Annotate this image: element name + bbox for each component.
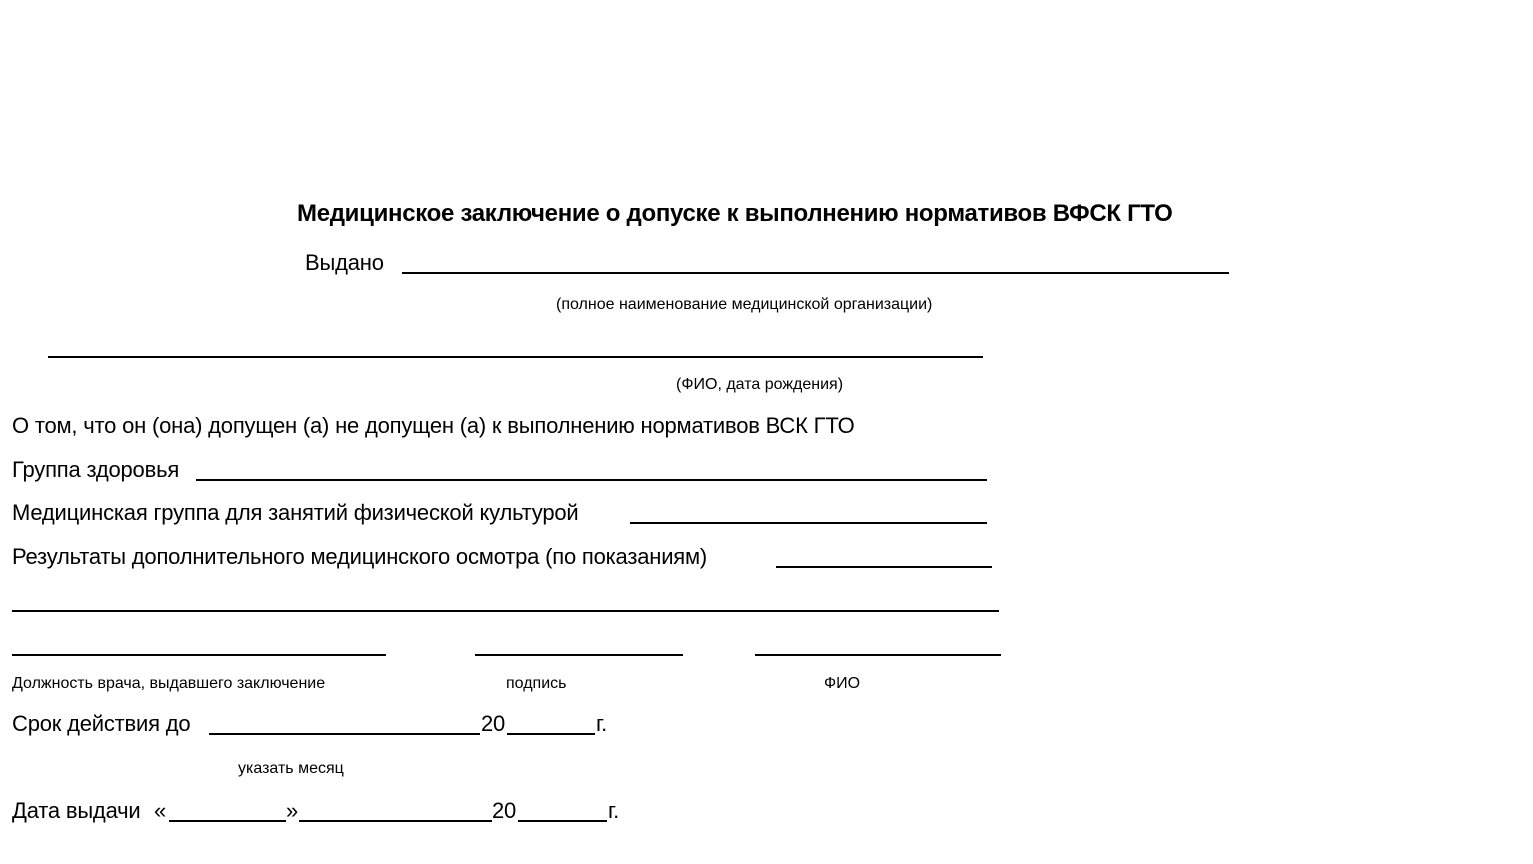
issue-year-prefix: 20	[492, 798, 517, 823]
issue-year-line[interactable]	[518, 820, 607, 822]
issue-date-label: Дата выдачи	[12, 798, 141, 823]
person-line[interactable]	[48, 356, 983, 358]
valid-year-suffix: г.	[596, 711, 608, 736]
valid-month-line[interactable]	[209, 733, 480, 735]
admission-text: О том, что он (она) допущен (а) не допущен (а) к выполнению нормативов ВСК ГТО	[12, 413, 855, 438]
org-hint: (полное наименование медицинской организации)	[556, 296, 933, 313]
quote-open: «	[154, 798, 167, 823]
issued-label: Выдано	[305, 250, 384, 275]
medical-group-label: Медицинская группа для занятий физической культурой	[12, 500, 579, 525]
valid-year-line[interactable]	[507, 733, 595, 735]
signature-label: подпись	[506, 675, 567, 692]
additional-exam-line[interactable]	[776, 566, 992, 568]
doctor-name-line[interactable]	[755, 654, 1001, 656]
month-hint: указать месяц	[238, 760, 344, 777]
medical-group-line[interactable]	[630, 522, 987, 524]
health-group-label: Группа здоровья	[12, 457, 180, 482]
doctor-position-line[interactable]	[12, 654, 386, 656]
signature-line[interactable]	[475, 654, 683, 656]
issue-month-line[interactable]	[299, 820, 492, 822]
doctor-position-label: Должность врача, выдавшего заключение	[12, 675, 326, 692]
issue-day-line[interactable]	[169, 820, 286, 822]
additional-exam-label: Результаты дополнительного медицинского осмотра (по показаниям)	[12, 544, 708, 569]
issue-year-suffix: г.	[608, 798, 620, 823]
issued-org-line[interactable]	[402, 272, 1229, 274]
valid-until-label: Срок действия до	[12, 711, 191, 736]
additional-exam-line-2[interactable]	[12, 610, 999, 612]
health-group-line[interactable]	[196, 479, 987, 481]
document-title: Медицинское заключение о допуске к выполнению нормативов ВФСК ГТО	[297, 200, 1173, 227]
valid-year-prefix: 20	[481, 711, 506, 736]
person-hint: (ФИО, дата рождения)	[676, 376, 844, 393]
quote-close: »	[286, 798, 299, 823]
doctor-name-label: ФИО	[824, 675, 861, 692]
